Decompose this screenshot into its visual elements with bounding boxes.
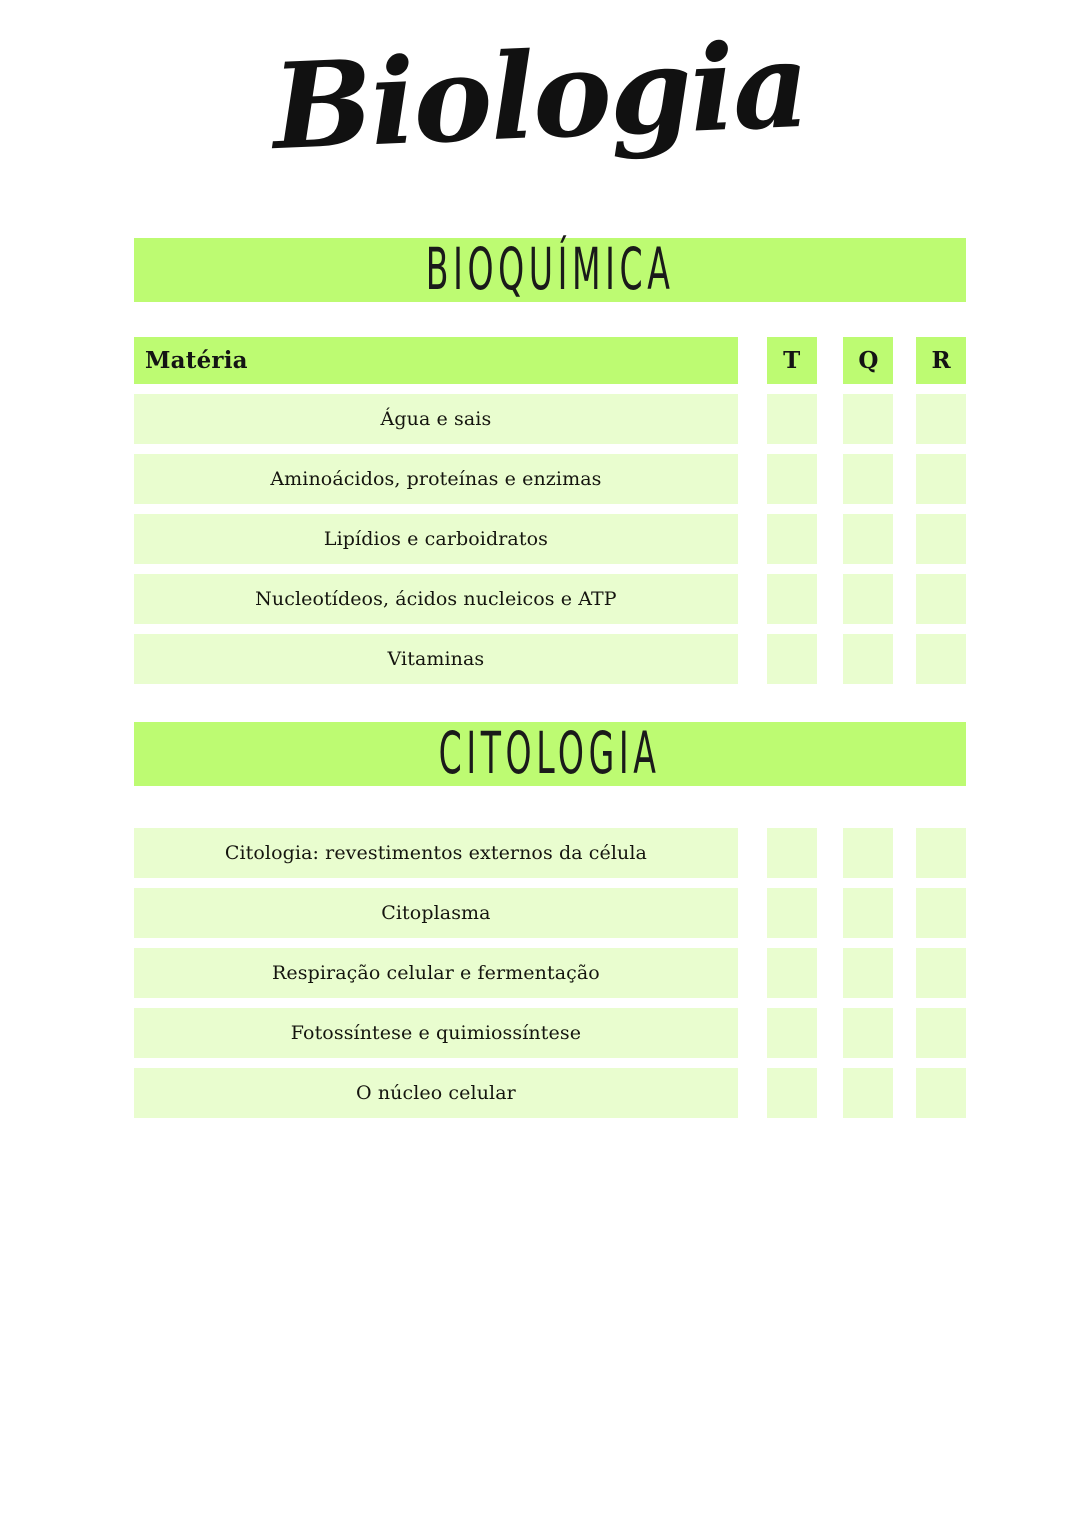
checkbox-r[interactable] — [916, 574, 966, 624]
row-label: Lipídios e carboidratos — [323, 528, 548, 550]
row-label-cell — [134, 514, 738, 564]
checkbox-t[interactable] — [767, 514, 817, 564]
row-label: Citologia: revestimentos externos da célula — [224, 842, 647, 864]
checkbox-t[interactable] — [767, 1068, 817, 1118]
row-label: Nucleotídeos, ácidos nucleicos e ATP — [255, 588, 617, 610]
table-body-bioquimica — [134, 394, 966, 684]
section-bioquimica — [134, 238, 966, 694]
column-header-materia — [134, 337, 738, 384]
checkbox-r[interactable] — [916, 454, 966, 504]
table-row — [134, 394, 966, 444]
table-row — [134, 634, 966, 684]
checkbox-q[interactable] — [843, 1068, 893, 1118]
row-label-cell — [134, 1008, 738, 1058]
row-label-cell — [134, 948, 738, 998]
table-row — [134, 828, 966, 878]
checkbox-q[interactable] — [843, 394, 893, 444]
checkbox-r[interactable] — [916, 634, 966, 684]
row-label-cell — [134, 1068, 738, 1118]
table-row — [134, 888, 966, 938]
checkbox-q[interactable] — [843, 514, 893, 564]
table-row — [134, 948, 966, 998]
row-label-cell — [134, 394, 738, 444]
column-header-t: T — [767, 337, 817, 384]
checkbox-r[interactable] — [916, 394, 966, 444]
row-label: Respiração celular e fermentação — [272, 962, 600, 984]
checkbox-t[interactable] — [767, 1008, 817, 1058]
checkbox-q[interactable] — [843, 828, 893, 878]
section-banner-label: CITOLOGIA — [439, 720, 661, 788]
page-title: Biologia — [270, 14, 810, 177]
checkbox-t[interactable] — [767, 394, 817, 444]
checkbox-q[interactable] — [843, 574, 893, 624]
column-header-r: R — [916, 337, 966, 384]
row-label: Vitaminas — [387, 648, 485, 670]
table-header-row — [134, 337, 966, 384]
row-label-cell — [134, 454, 738, 504]
row-label: Citoplasma — [381, 902, 491, 924]
checkbox-t[interactable] — [767, 634, 817, 684]
checkbox-t[interactable] — [767, 888, 817, 938]
table-row — [134, 1068, 966, 1118]
checkbox-r[interactable] — [916, 888, 966, 938]
section-banner-bioquimica — [134, 238, 966, 302]
section-banner-label: BIOQUÍMICA — [425, 236, 675, 304]
row-label: Água e sais — [380, 408, 492, 430]
row-label: O núcleo celular — [356, 1082, 516, 1104]
row-label: Aminoácidos, proteínas e enzimas — [270, 468, 602, 490]
checkbox-r[interactable] — [916, 948, 966, 998]
checkbox-r[interactable] — [916, 514, 966, 564]
checkbox-t[interactable] — [767, 828, 817, 878]
table-row — [134, 454, 966, 504]
checkbox-q[interactable] — [843, 454, 893, 504]
table-body-citologia — [134, 828, 966, 1118]
table-row — [134, 1008, 966, 1058]
checkbox-q[interactable] — [843, 634, 893, 684]
row-label-cell — [134, 634, 738, 684]
row-label-cell — [134, 888, 738, 938]
section-banner-citologia — [134, 722, 966, 786]
row-label-cell — [134, 574, 738, 624]
column-header-materia-label: Matéria — [145, 347, 248, 374]
column-header-q: Q — [843, 337, 893, 384]
checkbox-t[interactable] — [767, 574, 817, 624]
table-row — [134, 574, 966, 624]
checkbox-r[interactable] — [916, 1008, 966, 1058]
checkbox-q[interactable] — [843, 1008, 893, 1058]
section-citologia — [134, 722, 966, 1128]
checkbox-r[interactable] — [916, 828, 966, 878]
row-label: Fotossíntese e quimiossíntese — [290, 1022, 582, 1044]
checkbox-t[interactable] — [767, 454, 817, 504]
checkbox-q[interactable] — [843, 888, 893, 938]
table-row — [134, 514, 966, 564]
checkbox-r[interactable] — [916, 1068, 966, 1118]
checkbox-q[interactable] — [843, 948, 893, 998]
checkbox-t[interactable] — [767, 948, 817, 998]
row-label-cell — [134, 828, 738, 878]
